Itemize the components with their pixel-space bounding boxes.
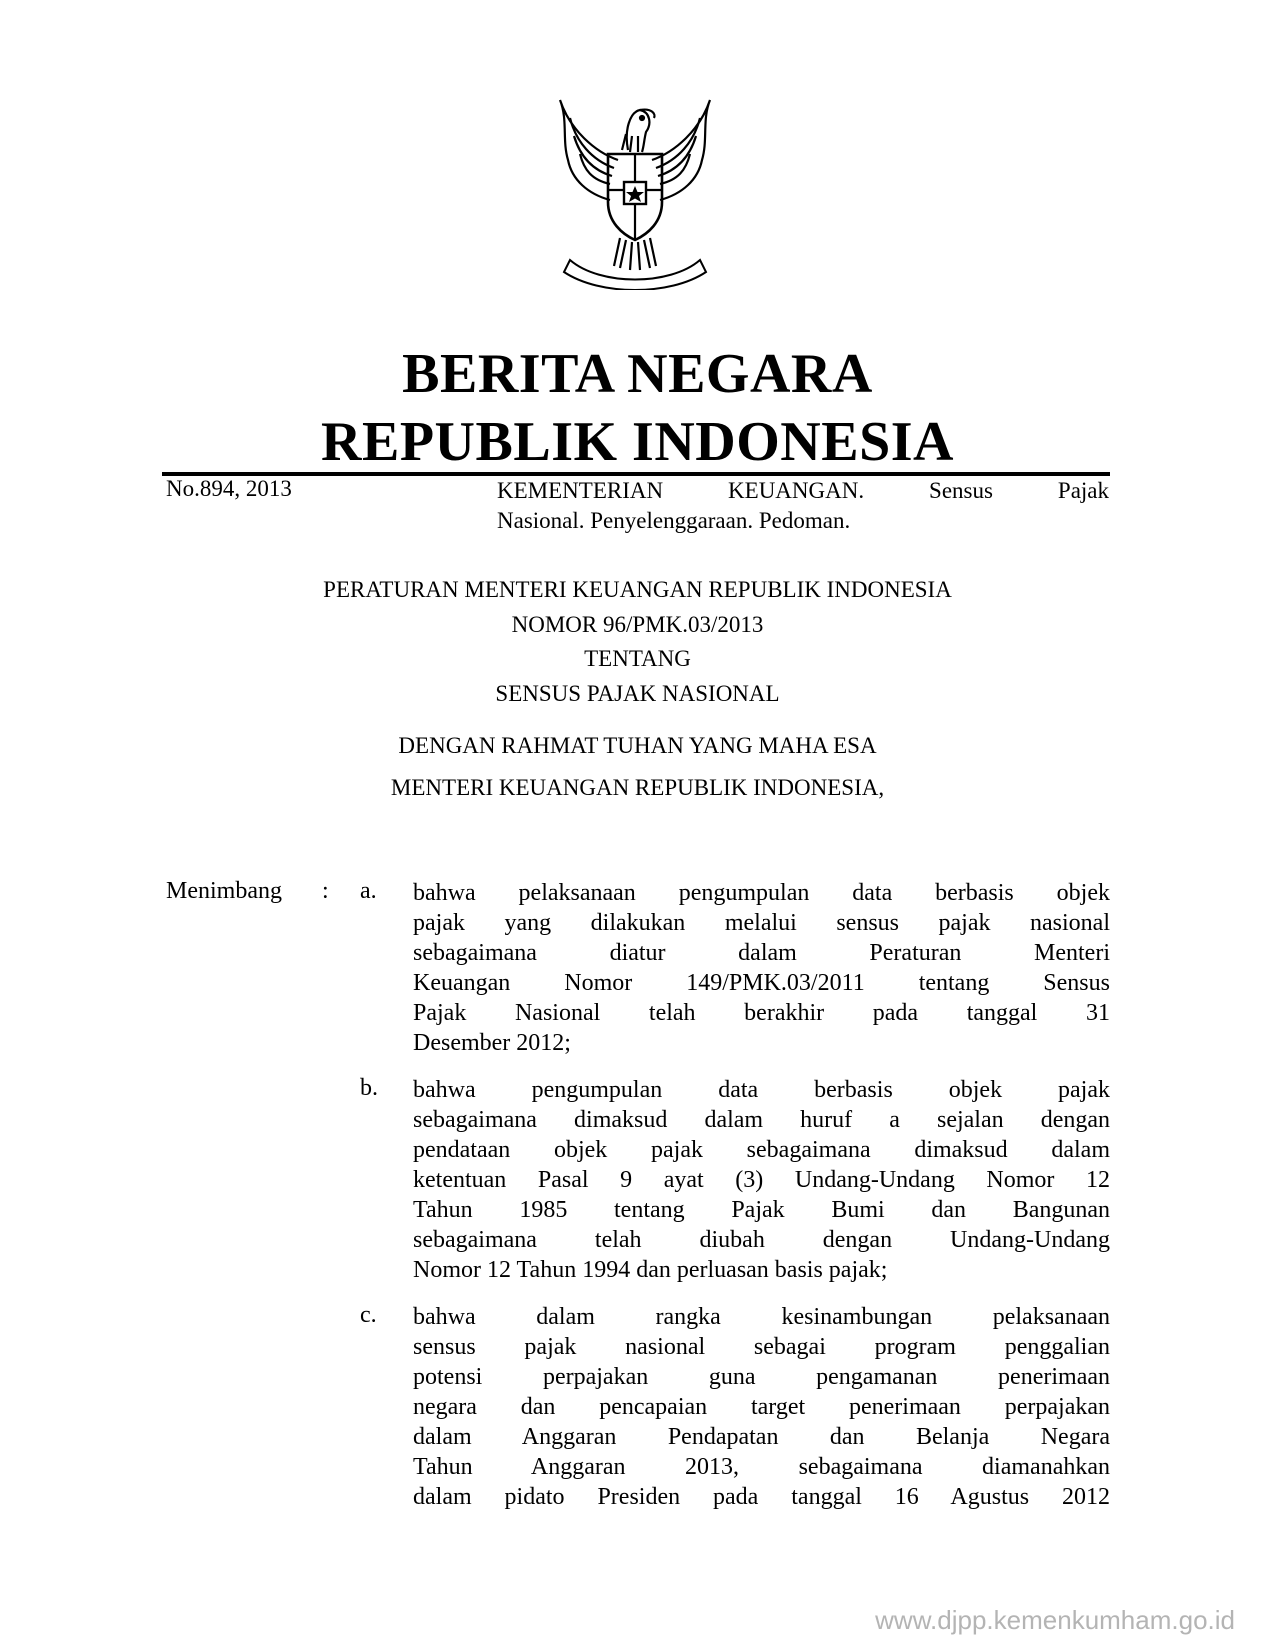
item-letter-a: a. bbox=[360, 878, 377, 904]
item-line: sebagaimana dimaksud dalam huruf a sejalan dengan bbox=[413, 1107, 1110, 1133]
considering-item-c bbox=[413, 1302, 1110, 1512]
regulation-title-line1: PERATURAN MENTERI KEUANGAN REPUBLIK INDONESIA bbox=[323, 577, 952, 602]
regulation-subject: SENSUS PAJAK NASIONAL bbox=[495, 681, 780, 706]
gazette-title-line2: REPUBLIK INDONESIA bbox=[321, 411, 954, 473]
item-line: Pajak Nasional telah berakhir pada tanggal 31 bbox=[413, 1000, 1110, 1026]
gazette-subject-line2: Nasional. Penyelenggaraan. Pedoman. bbox=[497, 508, 851, 533]
item-line: Keuangan Nomor 149/PMK.03/2011 tentang Sensus bbox=[413, 970, 1110, 996]
regulation-about: TENTANG bbox=[584, 646, 691, 671]
considering-item-a bbox=[413, 878, 1110, 1058]
item-line: Tahun Anggaran 2013, sebagaimana diamanahkan bbox=[413, 1454, 1110, 1480]
preamble-line2: MENTERI KEUANGAN REPUBLIK INDONESIA, bbox=[390, 775, 885, 800]
item-line: sensus pajak nasional sebagai program penggalian bbox=[413, 1334, 1110, 1360]
item-line: sebagaimana diatur dalam Peraturan Menteri bbox=[413, 940, 1110, 966]
item-line: pendataan objek pajak sebagaimana dimaksud dalam bbox=[413, 1137, 1110, 1163]
item-line: dalam pidato Presiden pada tanggal 16 Agustus 2012 bbox=[413, 1484, 1110, 1510]
item-line: bahwa dalam rangka kesinambungan pelaksanaan bbox=[413, 1304, 1110, 1330]
item-line: Tahun 1985 tentang Pajak Bumi dan Bangunan bbox=[413, 1197, 1110, 1223]
item-line: Desember 2012; bbox=[413, 1030, 571, 1056]
item-line: pajak yang dilakukan melalui sensus pajak nasional bbox=[413, 910, 1110, 936]
garuda-emblem-icon bbox=[540, 90, 730, 290]
item-line: bahwa pengumpulan data berbasis objek pajak bbox=[413, 1077, 1110, 1103]
considering-colon: : bbox=[322, 878, 329, 904]
gazette-subject-line1: KEMENTERIAN KEUANGAN. Sensus Pajak bbox=[497, 478, 1109, 503]
item-line: bahwa pelaksanaan pengumpulan data berbasis objek bbox=[413, 880, 1110, 906]
regulation-number: NOMOR 96/PMK.03/2013 bbox=[511, 612, 764, 637]
item-line: ketentuan Pasal 9 ayat (3) Undang-Undang Nomor 12 bbox=[413, 1167, 1110, 1193]
item-line: dalam Anggaran Pendapatan dan Belanja Negara bbox=[413, 1424, 1110, 1450]
item-line: sebagaimana telah diubah dengan Undang-Undang bbox=[413, 1227, 1110, 1253]
item-line: negara dan pencapaian target penerimaan perpajakan bbox=[413, 1394, 1110, 1420]
watermark-url: www.djpp.kemenkumham.go.id bbox=[875, 1605, 1235, 1635]
item-letter-b: b. bbox=[360, 1075, 378, 1101]
gazette-subject bbox=[497, 476, 1109, 536]
considering-label: Menimbang bbox=[166, 878, 282, 904]
item-line: Nomor 12 Tahun 1994 dan perluasan basis pajak; bbox=[413, 1257, 888, 1283]
gazette-number: No.894, 2013 bbox=[166, 476, 292, 501]
considering-item-b bbox=[413, 1075, 1110, 1285]
preamble-line1: DENGAN RAHMAT TUHAN YANG MAHA ESA bbox=[398, 733, 877, 758]
gazette-title-line1: BERITA NEGARA bbox=[402, 343, 873, 405]
item-letter-c: c. bbox=[360, 1302, 377, 1328]
item-line: potensi perpajakan guna pengamanan penerimaan bbox=[413, 1364, 1110, 1390]
